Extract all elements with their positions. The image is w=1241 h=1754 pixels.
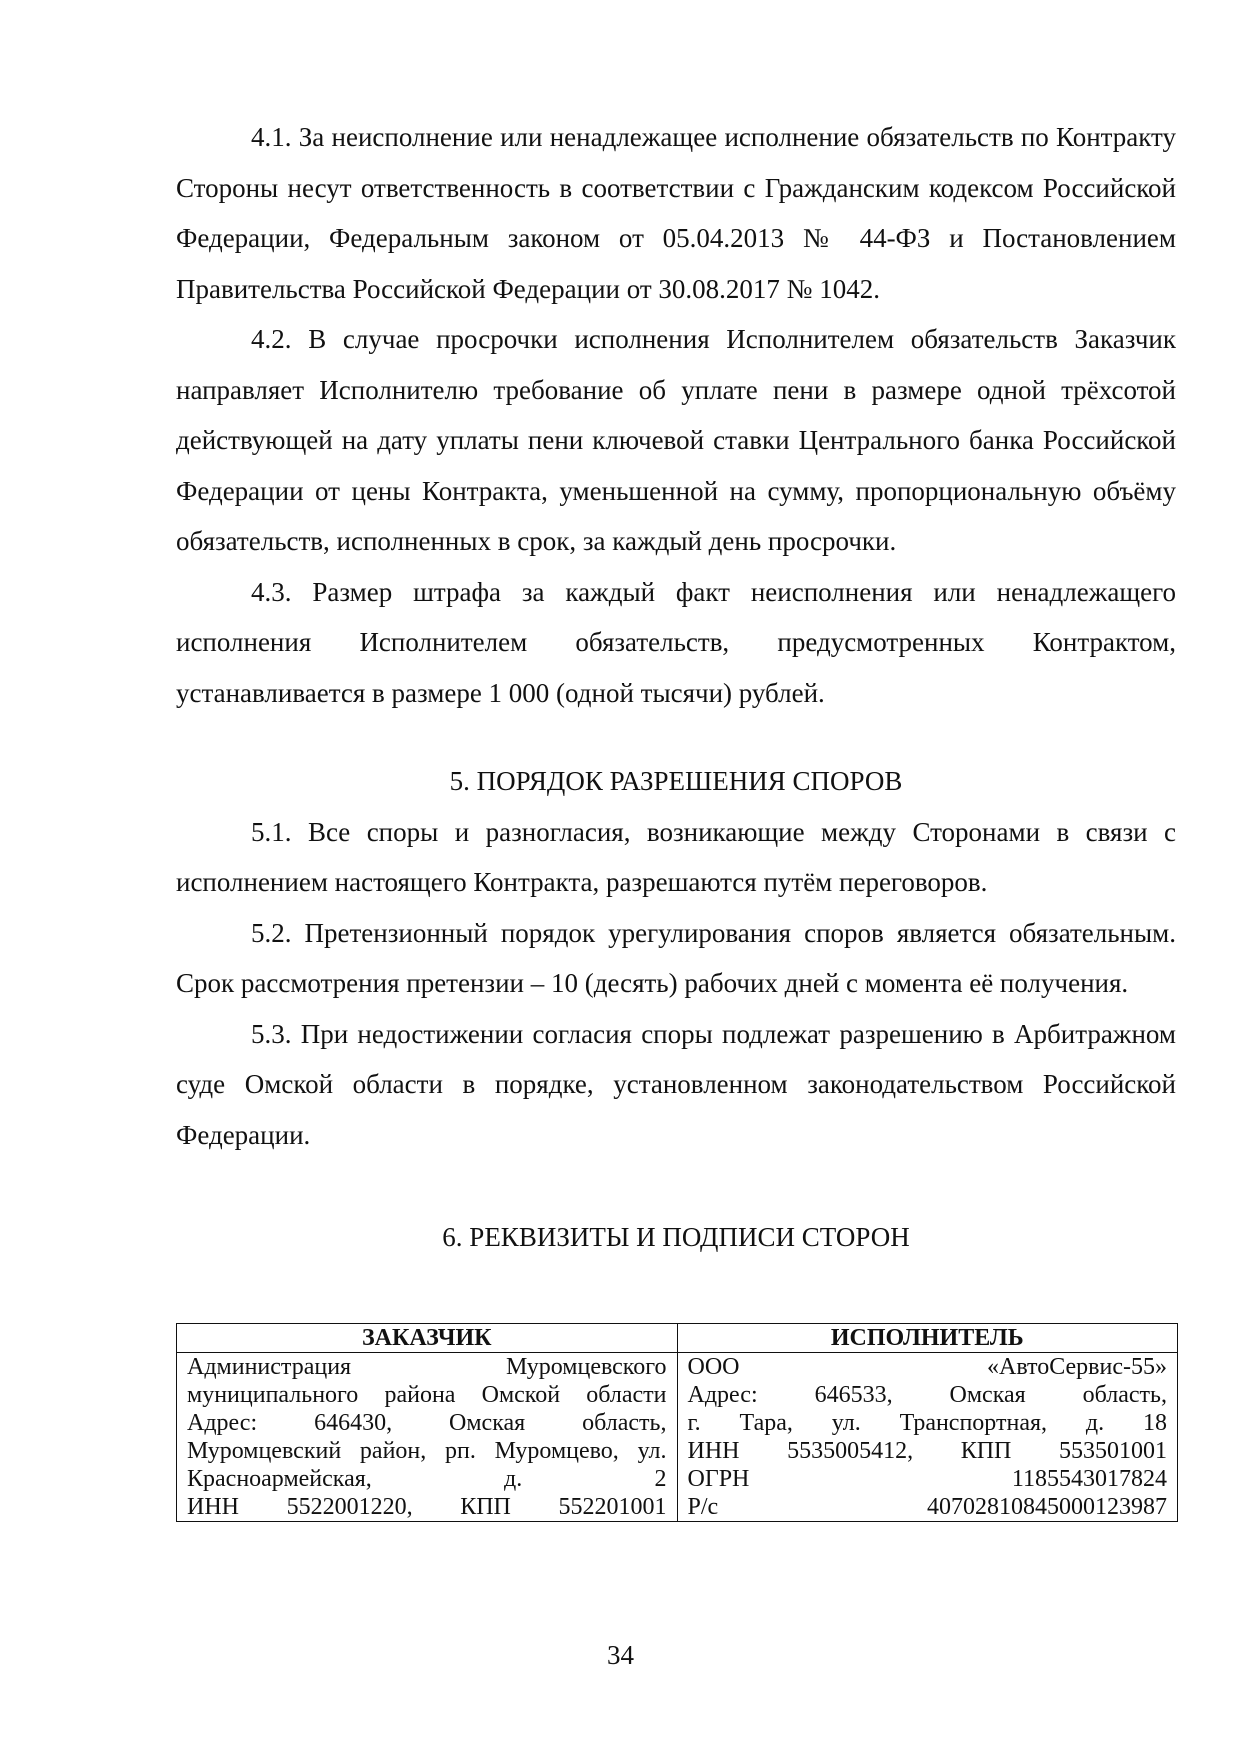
requisites-table (176, 1323, 1178, 1522)
clause-5-2: 5.2. Претензионный порядок урегулирования споров является обязательным. Срок рассмотрения претензии – 10 (десять) рабочих дней с момента её получения. (176, 917, 1176, 998)
clause-4-1: 4.1. За неисполнение или ненадлежащее исполнение обязательств по Контракту Стороны несут ответственность в соответствии с Гражданским кодексом Российской Федерации, Федеральным законом от 05.04.2013 № 44-ФЗ и Постановлением Правительства Российской Федерации от 30.08.2017 № 1042. (176, 122, 1176, 304)
customer-line: Адрес: 646430, Омская область, (187, 1409, 667, 1436)
customer-line: Администрация Муромцевского (187, 1353, 667, 1380)
clause-4-2: 4.2. В случае просрочки исполнения Исполнителем обязательств Заказчик направляет Исполнителю требование об уплате пени в размере одной трёхсотой действующей на дату уплаты пени ключевой ставки Центрального банка Российской Федерации от цены Контракта, уменьшенной на сумму, пропорциональную объёму обязательств, исполненных в срок, за каждый день просрочки. (176, 324, 1176, 556)
contractor-details (677, 1352, 1178, 1521)
clause-5-3: 5.3. При недостижении согласия споры подлежат разрешению в Арбитражном суде Омской области в порядке, установленном законодательством Российской Федерации. (176, 1018, 1176, 1150)
customer-details (177, 1352, 678, 1521)
contractor-line: Р/с 40702810845000123987 (687, 1493, 1167, 1520)
clause-5-1: 5.1. Все споры и разногласия, возникающие между Сторонами в связи с исполнением настоящего Контракта, разрешаются путём переговоров. (176, 816, 1176, 897)
customer-line: Красноармейская, д. 2 (187, 1465, 667, 1492)
document-body (176, 112, 1176, 1522)
contractor-line: Адрес: 646533, Омская область, (687, 1381, 1167, 1408)
customer-line: Муромцевский район, рп. Муромцево, ул. (187, 1437, 667, 1464)
customer-line: муниципального района Омской области (187, 1381, 667, 1408)
section-6-heading: 6. РЕКВИЗИТЫ И ПОДПИСИ СТОРОН (442, 1222, 910, 1252)
contractor-header: ИСПОЛНИТЕЛЬ (677, 1323, 1178, 1352)
section-5-heading: 5. ПОРЯДОК РАЗРЕШЕНИЯ СПОРОВ (449, 766, 903, 796)
contractor-line: ООО «АвтоСервис-55» (687, 1353, 1167, 1380)
contractor-line: ОГРН 1185543017824 (687, 1465, 1167, 1492)
clause-4-3: 4.3. Размер штрафа за каждый факт неисполнения или ненадлежащего исполнения Исполнителем обязательств, предусмотренных Контрактом, устанавливается в размере 1 000 (одной тысячи) рублей. (176, 576, 1176, 708)
contractor-line: г. Тара, ул. Транспортная, д. 18 (687, 1409, 1167, 1436)
contractor-line: ИНН 5535005412, КПП 553501001 (687, 1437, 1167, 1464)
page-number: 34 (607, 1640, 634, 1670)
customer-line: ИНН 5522001220, КПП 552201001 (187, 1493, 667, 1520)
customer-header: ЗАКАЗЧИК (177, 1323, 678, 1352)
